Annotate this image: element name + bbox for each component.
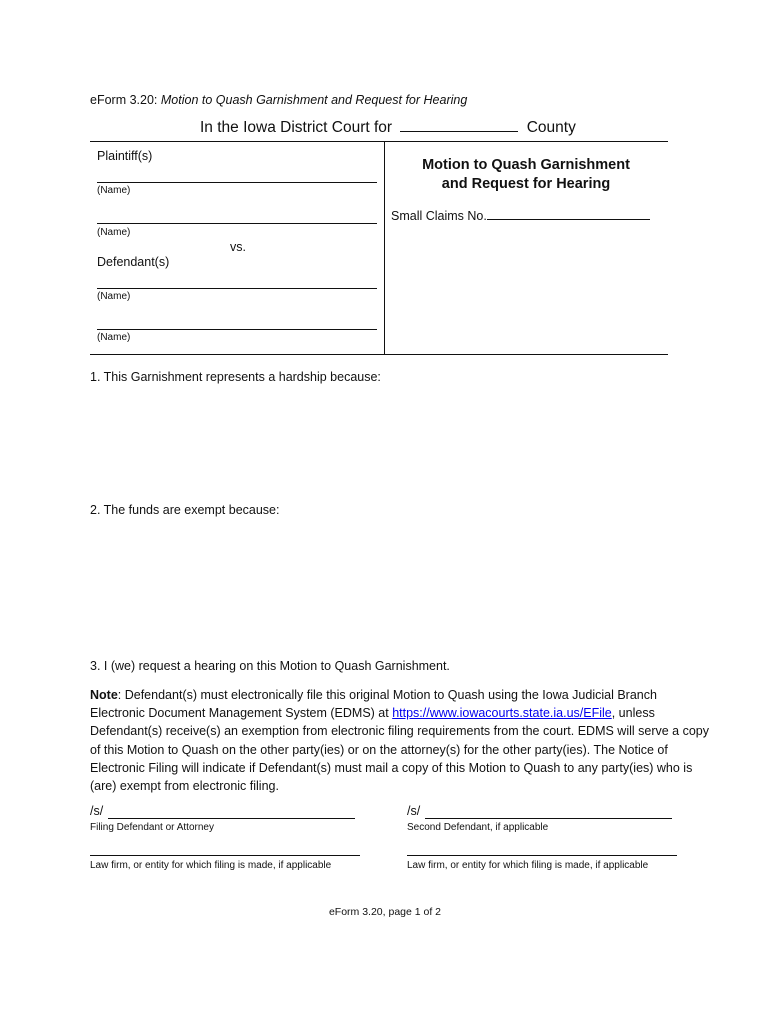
court-suffix: County xyxy=(526,119,576,136)
plaintiff-name-field-2[interactable] xyxy=(97,223,377,224)
vs-label: vs. xyxy=(230,240,246,254)
item-exempt: 2. The funds are exempt because: xyxy=(90,503,280,517)
name-label: (Name) xyxy=(97,291,131,302)
small-claims-field[interactable] xyxy=(487,208,650,220)
law-firm-label-2: Law firm, or entity for which filing is made, if applicable xyxy=(407,860,649,871)
note-text-before: : Defendant(s) must electronically file this original Motion to Quash using the Iowa Judicial Branch Electronic Document Management System (EDMS) at xyxy=(90,688,657,721)
caption-bottom-rule xyxy=(90,354,668,355)
county-field[interactable] xyxy=(400,118,518,132)
caption-divider xyxy=(384,141,385,354)
plaintiff-name-field-1[interactable] xyxy=(97,182,377,183)
law-firm-field-2[interactable] xyxy=(407,855,677,856)
note-paragraph xyxy=(90,686,710,795)
law-firm-field-1[interactable] xyxy=(90,855,360,856)
signature-field-1[interactable] xyxy=(108,818,355,819)
motion-title-line1: Motion to Quash Garnishment xyxy=(422,157,630,173)
name-label: (Name) xyxy=(97,185,131,196)
law-firm-label-1: Law firm, or entity for which filing is made, if applicable xyxy=(90,860,332,871)
second-defendant-label: Second Defendant, if applicable xyxy=(407,822,549,833)
sig-prefix-2: /s/ xyxy=(407,804,421,818)
small-claims-label: Small Claims No. xyxy=(391,209,487,223)
motion-title-line2: and Request for Hearing xyxy=(441,176,611,192)
name-label: (Name) xyxy=(97,332,131,343)
sig-prefix-1: /s/ xyxy=(90,804,104,818)
name-label: (Name) xyxy=(97,227,131,238)
court-prefix: In the Iowa District Court for xyxy=(200,119,393,136)
motion-title xyxy=(386,156,666,194)
defendants-label: Defendant(s) xyxy=(97,255,170,269)
defendant-name-field-1[interactable] xyxy=(97,288,377,289)
form-header xyxy=(90,93,467,107)
court-line xyxy=(200,118,576,137)
item-hearing-request: 3. I (we) request a hearing on this Motion to Quash Garnishment. xyxy=(90,659,450,673)
caption-top-rule xyxy=(90,141,668,142)
note-text-after: , unless Defendant(s) receive(s) an exemption from electronic filing requirements from the court. EDMS will serve a copy of this Motion to Quash on the other party(ies) or on the attorney(s) for the other party(ies). The Notice of Electronic Filing will indicate if Defendant(s) must mail a copy of this Motion to Quash to any party(ies) who is (are) exempt from electronic filing. xyxy=(90,706,709,794)
efile-link[interactable]: https://www.iowacourts.state.ia.us/EFile xyxy=(392,706,612,721)
form-title: Motion to Quash Garnishment and Request for Hearing xyxy=(160,93,468,107)
note-label: Note xyxy=(90,688,118,702)
page-footer: eForm 3.20, page 1 of 2 xyxy=(328,906,442,918)
filing-defendant-label: Filing Defendant or Attorney xyxy=(90,822,214,833)
small-claims-number xyxy=(391,208,650,223)
defendant-name-field-2[interactable] xyxy=(97,329,377,330)
plaintiffs-label: Plaintiff(s) xyxy=(97,149,153,163)
signature-field-2[interactable] xyxy=(425,818,672,819)
form-id: eForm 3.20: xyxy=(90,93,161,107)
item-hardship: 1. This Garnishment represents a hardship because: xyxy=(90,370,381,384)
